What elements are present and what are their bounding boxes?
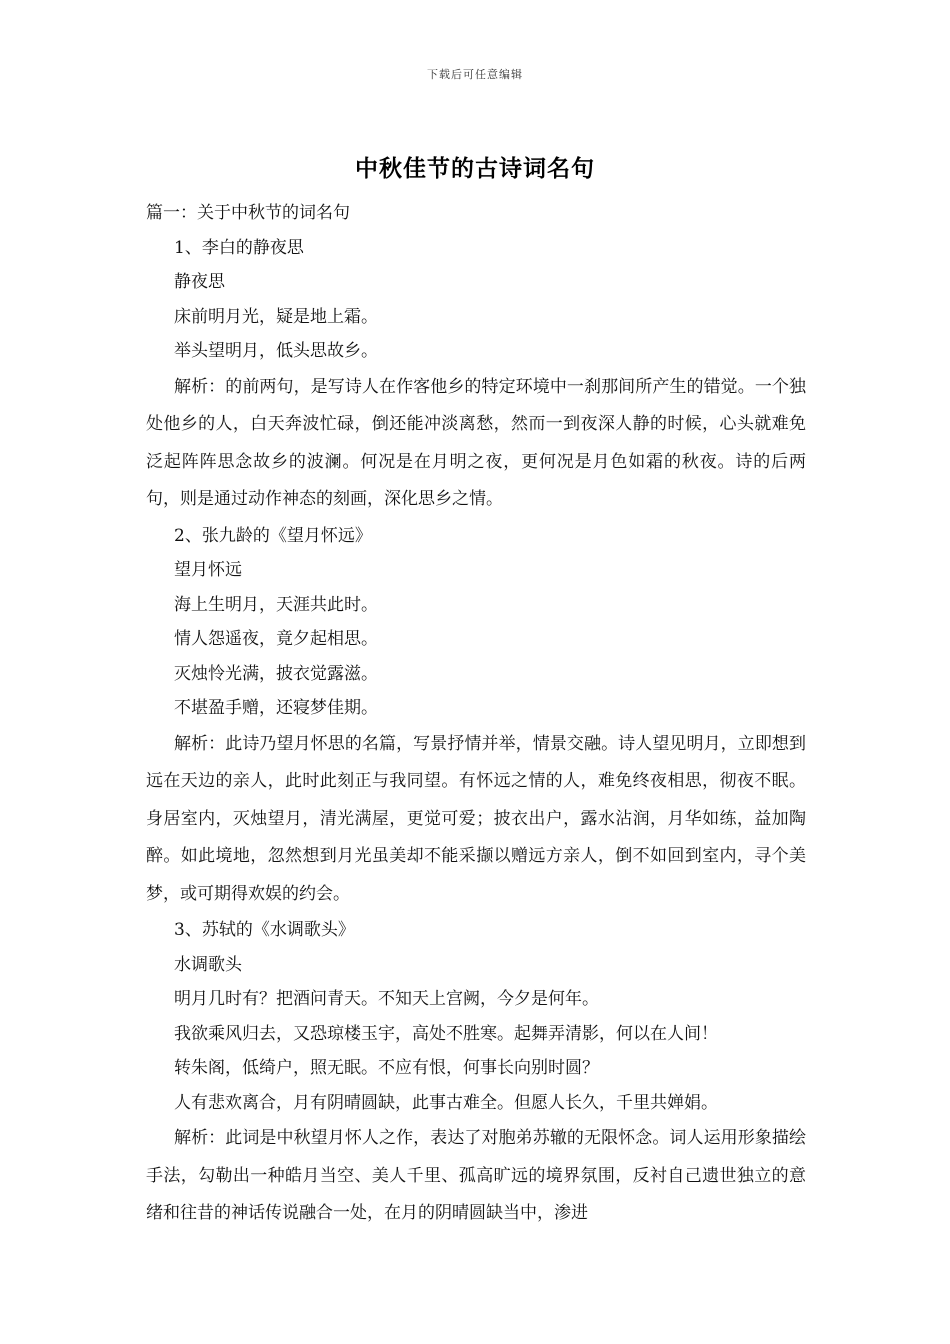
poem3-line: 人有悲欢离合，月有阴晴圆缺，此事古难全。但愿人长久，千里共婵娟。 — [174, 1092, 718, 1113]
poem2-line: 不堪盈手赠，还寝梦佳期。 — [174, 698, 378, 718]
poem1-analysis: 解析：的前两句，是写诗人在作客他乡的特定环境中一刹那间所产生的错觉。一个独处他乡的人，白天奔波忙碌，倒还能冲淡离愁，然而一到夜深人静的时候，心头就难免泛起阵阵思念故乡的波澜。何况是在月明之夜，更何况是月色如霜的秋夜。诗的后两句，则是通过动作神态的刻画，深化思乡之情。 — [146, 376, 806, 509]
poem3-title: 水调歌头 — [174, 954, 242, 975]
section-heading: 篇一：关于中秋节的词名句 — [146, 203, 350, 223]
poem2-analysis: 解析：此诗乃望月怀思的名篇，写景抒情并举，情景交融。诗人望见明月，立即想到远在天边的亲人，此时此刻正与我同望。有怀远之情的人，难免终夜相思，彻夜不眠。身居室内，灭烛望月，清光满屋，更觉可爱；披衣出户，露水沾润，月华如练，益加陶醉。如此境地，忽然想到月光虽美却不能采撷以赠远方亲人，倒不如回到室内，寻个美梦，或可期得欢娱的约会。 — [146, 733, 806, 904]
poem3-line: 我欲乘风归去，又恐琼楼玉宇，高处不胜寒。起舞弄清影，何以在人间！ — [174, 1023, 718, 1044]
header-note: 下载后可任意编辑 — [427, 68, 523, 81]
poem2-heading: 2、张九龄的《望月怀远》 — [174, 525, 372, 546]
poem1-line: 举头望明月，低头思故乡。 — [174, 341, 378, 361]
poem1-heading: 1、李白的静夜思 — [174, 237, 304, 258]
document-title: 中秋佳节的古诗词名句 — [355, 155, 595, 182]
poem3-heading: 3、苏轼的《水调歌头》 — [174, 920, 355, 940]
poem2-line: 海上生明月，天涯共此时。 — [174, 594, 378, 615]
poem1-line: 床前明月光，疑是地上霜。 — [174, 306, 378, 327]
poem3-line: 明月几时有？把酒问青天。不知天上宫阙，今夕是何年。 — [174, 989, 599, 1009]
poem2-line: 灭烛怜光满，披衣觉露滋。 — [174, 663, 378, 684]
document-body — [146, 196, 806, 1233]
poem2-line: 情人怨遥夜，竟夕起相思。 — [174, 629, 378, 649]
poem3-analysis: 解析：此词是中秋望月怀人之作，表达了对胞弟苏辙的无限怀念。词人运用形象描绘手法，勾勒出一种皓月当空、美人千里、孤高旷远的境界氛围，反衬自己遗世独立的意绪和往昔的神话传说融合一处，在月的阴晴圆缺当中，渗进 — [146, 1128, 806, 1223]
poem2-title: 望月怀远 — [174, 560, 242, 580]
poem1-title: 静夜思 — [174, 272, 225, 292]
poem3-line: 转朱阁，低绮户，照无眠。不应有恨，何事长向别时圆？ — [174, 1058, 599, 1078]
